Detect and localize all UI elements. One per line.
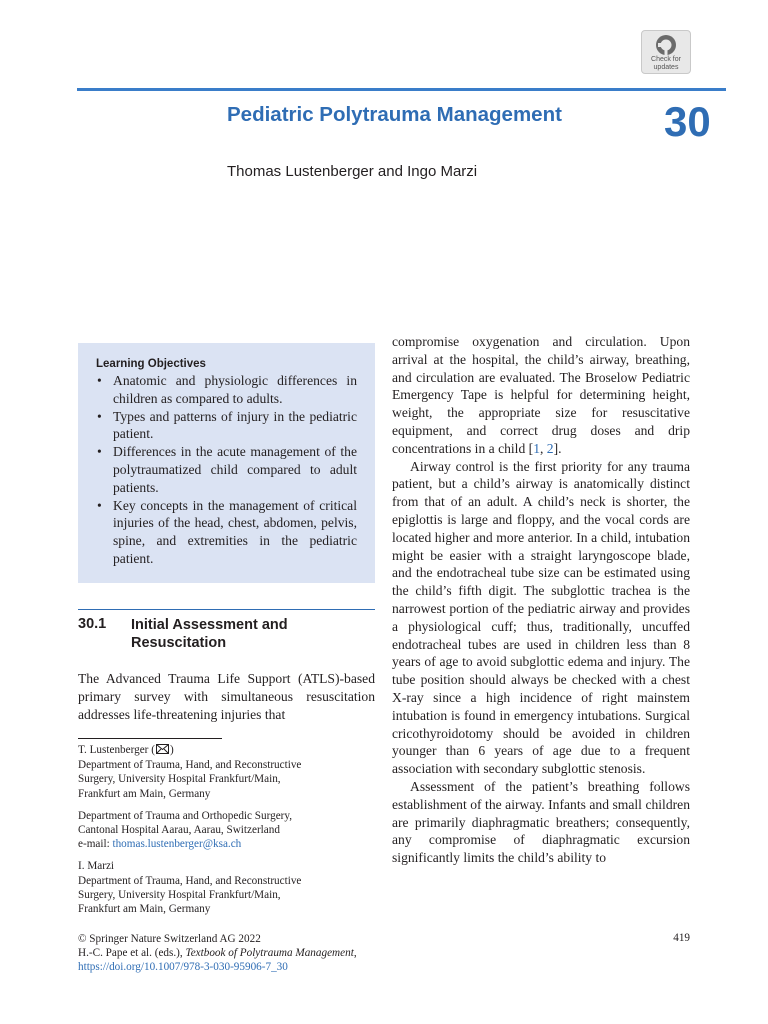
learning-objective-item: • Key concepts in the management of critical injuries of the head, chest, abdomen, pelvis, spine, and extremities in the pediatric patient. <box>96 497 357 568</box>
section-number: 30.1 <box>78 616 107 632</box>
doi-link[interactable]: https://doi.org/10.1007/978-3-030-95906-7_30 <box>78 961 288 974</box>
copyright-line: © Springer Nature Switzerland AG 2022 <box>78 933 261 945</box>
citation-link[interactable]: 1 <box>533 440 540 456</box>
citation-separator: , <box>539 440 547 456</box>
author1-line <box>78 743 378 758</box>
badge-label <box>642 56 690 71</box>
author1-block <box>78 743 378 801</box>
affiliation-line: Surgery, University Hospital Frankfurt/Main, <box>78 773 281 786</box>
affiliation-line: Frankfurt am Main, Germany <box>78 903 211 916</box>
email-line <box>78 837 378 851</box>
email-link[interactable]: thomas.lustenberger@ksa.ch <box>112 838 242 851</box>
envelope-icon[interactable] <box>156 744 169 758</box>
learning-objective-item: • Anatomic and physiologic differences in children as compared to adults. <box>96 372 357 408</box>
page-number: 419 <box>673 932 690 944</box>
section-title: Initial Assessment and Resuscitation <box>131 617 288 651</box>
top-divider <box>77 88 726 91</box>
citation-end: ]. <box>553 440 562 456</box>
right-column-text <box>392 333 690 867</box>
author2-block <box>78 859 378 916</box>
author-footnotes <box>78 743 378 924</box>
badge-label-line1: Check for <box>651 56 681 63</box>
section-intro-paragraph: The Advanced Trauma Life Support (ATLS)-based primary survey with simultaneous resuscitation addresses life-threatening injuries that <box>78 671 375 722</box>
affiliation-line: Department of Trauma, Hand, and Reconstructive <box>78 759 302 772</box>
author1-name-end: ) <box>169 744 174 756</box>
author2-name: I. Marzi <box>78 860 115 873</box>
book-title: Textbook of Polytrauma Management <box>185 947 354 960</box>
badge-label-line2: updates <box>653 63 679 71</box>
learning-objectives-box <box>78 343 375 583</box>
email-label: e-mail: <box>78 838 113 851</box>
copyright-footer <box>78 932 357 975</box>
footnote-divider <box>78 738 222 739</box>
learning-objective-item: • Differences in the acute management of the polytraumatized child compared to adult patients. <box>96 443 357 496</box>
section-divider <box>78 609 375 610</box>
citation-line <box>78 946 357 960</box>
chapter-authors: Thomas Lustenberger and Ingo Marzi <box>227 163 478 180</box>
author1-second-affiliation <box>78 809 378 852</box>
affiliation-line: Cantonal Hospital Aarau, Aarau, Switzerland <box>78 824 280 837</box>
learning-objectives-heading: Learning Objectives <box>96 358 206 370</box>
affiliation-line: Department of Trauma and Orthopedic Surgery, <box>78 809 293 822</box>
citation-suffix: , <box>353 947 357 960</box>
check-for-updates-badge[interactable] <box>641 30 691 74</box>
learning-objective-item: • Types and patterns of injury in the pediatric patient. <box>96 408 357 444</box>
citation-prefix: H.-C. Pape et al. (eds.), <box>78 947 186 960</box>
affiliation-line: Frankfurt am Main, Germany <box>78 787 211 800</box>
chapter-number: 30 <box>664 98 711 145</box>
author1-name: T. Lustenberger ( <box>78 744 155 756</box>
body-paragraph <box>392 333 690 458</box>
paragraph-text: compromise oxygenation and circulation. Upon arrival at the hospital, the child’s airway, breathing, and circulation are evaluated. The Broselow Pediatric Emergency Tape is helpful for determining height, weight, the appropriate size for resuscitative equipment, and correct drug doses and drip concentrations in a child [ <box>392 334 690 456</box>
affiliation-line: Surgery, University Hospital Frankfurt/Main, <box>78 888 281 901</box>
learning-objectives-list <box>96 372 357 568</box>
body-paragraph: Assessment of the patient’s breathing follows establishment of the airway. Infants and small children are primarily diaphragmatic breathers; consequently, any compromise of diaphragmatic excursion significantly limits the child’s ability to <box>392 778 690 866</box>
citation-link[interactable]: 2 <box>546 440 554 456</box>
affiliation-line: Department of Trauma, Hand, and Reconstructive <box>78 874 302 887</box>
chapter-title: Pediatric Polytrauma Management <box>227 103 562 126</box>
body-paragraph: Airway control is the first priority for any trauma patient, but a child’s airway is anatomically distinct from that of an adult. A child’s neck is shorter, the epiglottis is large and floppy, and the vocal cords are located higher and more anterior. In a child, intubation might be easier with a straight laryngoscope blade, and the endotracheal tube size can be estimated using the child’s fifth digit. The subglottic trachea is the narrowest portion of the pediatric airway and provides a physiological cuff; thus, traditionally, uncuffed endotracheal tubes are used in children less than 8 years of age to avoid subglottic edema and injury. The tube position should always be checked with a chest X-ray since a high incidence of right mainstem intubation is found in emergency intubations. Surgical cricothyroidotomy should be avoided in children younger than 6 years of age due to a frequent association with secondary subglottic stenosis. <box>392 458 690 777</box>
